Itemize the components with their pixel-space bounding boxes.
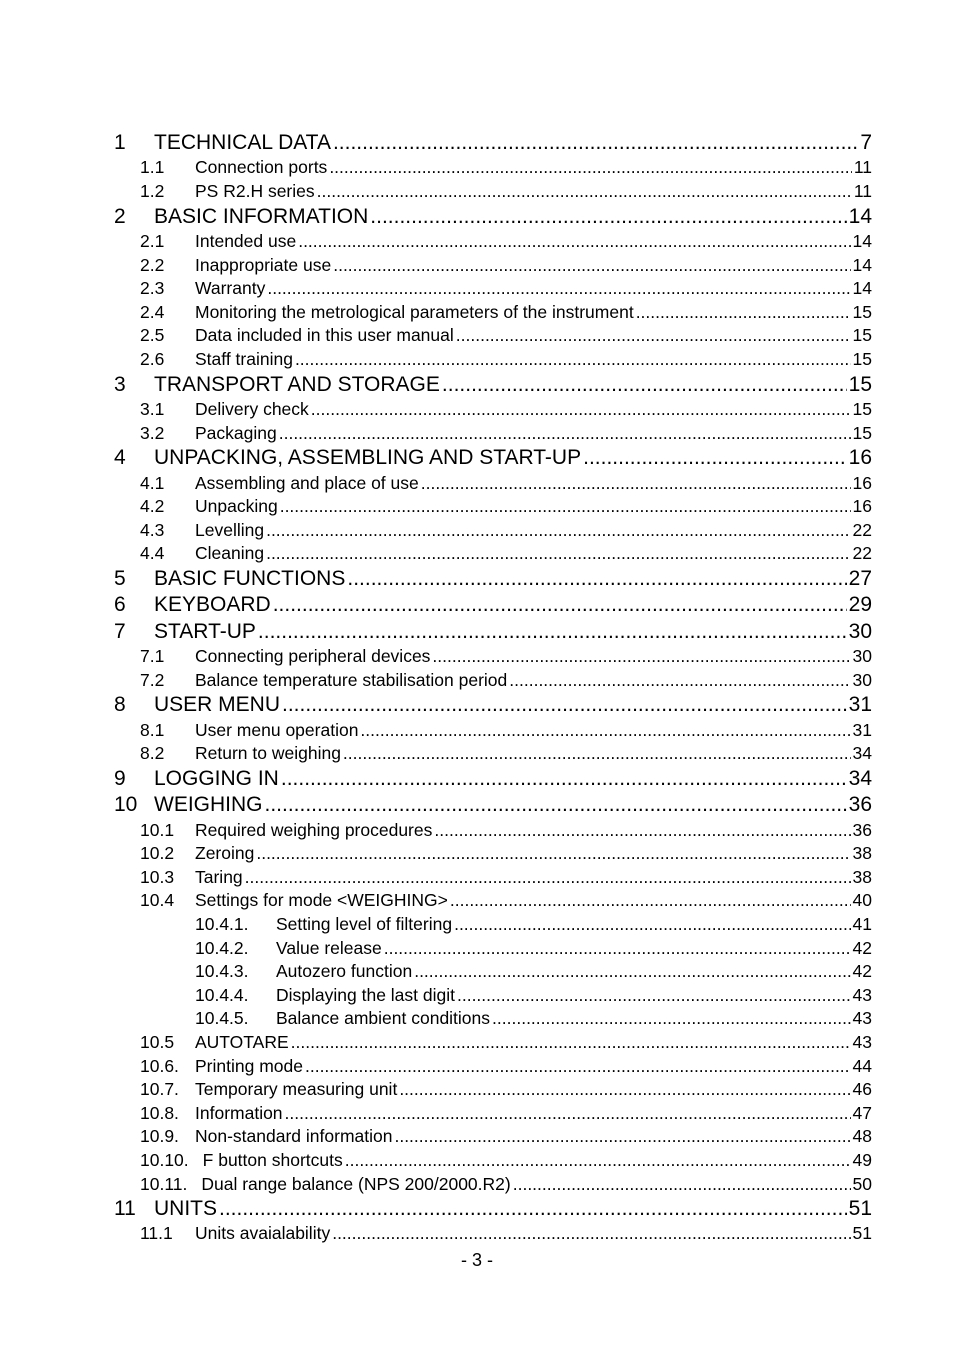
toc-dot-leader <box>305 1055 851 1079</box>
toc-dot-leader <box>279 422 851 446</box>
toc-entry-page-number: 30 <box>852 646 872 667</box>
toc-entry-title: Packaging <box>195 422 277 443</box>
toc-entry-page-number: 11 <box>853 180 872 201</box>
toc-entry[interactable] <box>114 1055 872 1079</box>
toc-entry-page-number: 14 <box>852 230 872 251</box>
toc-dot-leader <box>291 1031 851 1055</box>
toc-dot-leader <box>434 819 850 843</box>
toc-entry-page-number: 14 <box>848 204 872 228</box>
toc-entry[interactable] <box>114 301 872 325</box>
toc-entry[interactable] <box>114 180 872 204</box>
toc-entry-title: Balance ambient conditions <box>276 1008 491 1029</box>
toc-entry-title: Temporary measuring unit <box>195 1079 398 1100</box>
toc-entry-number: 4.2 <box>140 496 165 517</box>
toc-entry-title: BASIC FUNCTIONS <box>154 566 346 590</box>
toc-entry-number: 10.6. <box>140 1055 179 1076</box>
toc-dot-leader <box>492 1007 851 1031</box>
toc-entry-page-number: 7 <box>860 131 872 154</box>
toc-dot-leader <box>298 230 850 254</box>
toc-entry[interactable] <box>114 277 872 301</box>
toc-entry[interactable] <box>114 204 872 230</box>
toc-entry[interactable] <box>114 1102 872 1126</box>
toc-entry-number: 4.1 <box>140 472 165 493</box>
toc-entry-page-number: 15 <box>848 372 872 396</box>
toc-entry-page-number: 15 <box>852 325 872 346</box>
toc-entry-title: BASIC INFORMATION <box>154 204 369 228</box>
toc-entry-title: TECHNICAL DATA <box>154 131 331 154</box>
toc-dot-leader <box>636 301 851 325</box>
toc-entry-number: 4 <box>114 446 126 470</box>
toc-entry-number: 3.1 <box>140 398 165 419</box>
toc-entry-page-number: 16 <box>852 472 872 493</box>
toc-entry-page-number: 36 <box>848 793 872 817</box>
toc-entry-page-number: 14 <box>852 254 872 275</box>
toc-entry[interactable] <box>114 1196 872 1222</box>
toc-entry-page-number: 43 <box>852 1008 872 1029</box>
toc-entry-title: Information <box>195 1102 283 1123</box>
toc-entry-title: START-UP <box>154 619 256 643</box>
toc-entry[interactable] <box>114 1078 872 1102</box>
toc-entry-page-number: 27 <box>848 566 872 590</box>
toc-entry-page-number: 43 <box>852 984 872 1005</box>
toc-entry-title: Assembling and place of use <box>195 472 419 493</box>
toc-entry[interactable] <box>114 742 872 766</box>
toc-entry[interactable] <box>114 348 872 372</box>
toc-entry-page-number: 50 <box>852 1173 872 1194</box>
toc-entry-title: F button shortcuts <box>202 1149 343 1170</box>
toc-entry-page-number: 29 <box>848 593 872 617</box>
toc-entry-page-number: 38 <box>852 843 872 864</box>
toc-entry[interactable] <box>114 495 872 519</box>
toc-entry-page-number: 34 <box>852 743 872 764</box>
toc-entry-page-number: 30 <box>848 619 872 643</box>
toc-entry-title: Cleaning <box>195 543 265 564</box>
toc-entry-title: UNPACKING, ASSEMBLING AND START-UP <box>154 446 582 470</box>
toc-dot-leader <box>399 1078 850 1102</box>
toc-entry-page-number: 30 <box>852 669 872 690</box>
toc-entry-title: Data included in this user manual <box>195 325 454 346</box>
toc-dot-leader <box>457 984 851 1008</box>
toc-entry[interactable] <box>114 819 872 843</box>
toc-entry-page-number: 15 <box>852 422 872 443</box>
toc-entry-number: 8.1 <box>140 719 165 740</box>
toc-entry-title: Autozero function <box>276 961 413 982</box>
toc-entry-number: 9 <box>114 766 126 790</box>
toc-entry[interactable] <box>114 372 872 398</box>
toc-entry-number: 7.1 <box>140 646 165 667</box>
toc-entry[interactable] <box>114 913 872 937</box>
toc-entry[interactable] <box>114 937 872 961</box>
toc-dot-leader <box>280 495 851 519</box>
toc-entry[interactable] <box>114 1173 872 1197</box>
toc-entry-title: Setting level of filtering <box>276 913 453 934</box>
toc-entry-page-number: 42 <box>852 937 872 958</box>
toc-dot-leader <box>245 866 851 890</box>
toc-entry-number: 2.3 <box>140 278 165 299</box>
toc-entry-title: WEIGHING <box>154 793 263 817</box>
toc-entry-number: 10.2 <box>140 843 175 864</box>
toc-dot-leader <box>450 889 851 913</box>
toc-entry-page-number: 41 <box>852 913 872 934</box>
toc-dot-leader <box>343 742 851 766</box>
toc-entry-title: Connecting peripheral devices <box>195 646 431 667</box>
toc-entry-number: 8 <box>114 693 126 717</box>
toc-entry-page-number: 43 <box>852 1031 872 1052</box>
toc-dot-leader <box>421 472 851 496</box>
toc-entry-page-number: 16 <box>852 496 872 517</box>
toc-entry[interactable] <box>114 1031 872 1055</box>
toc-entry-title: Required weighing procedures <box>195 819 433 840</box>
toc-dot-leader <box>266 519 850 543</box>
toc-entry-title: Monitoring the metrological parameters of the instrument <box>195 301 634 322</box>
toc-entry[interactable] <box>114 719 872 743</box>
toc-entry-title: Taring <box>195 866 243 887</box>
toc-entry-title: AUTOTARE <box>195 1031 289 1052</box>
toc-entry-title: Value release <box>276 937 382 958</box>
toc-entry-page-number: 44 <box>852 1055 872 1076</box>
toc-entry-page-number: 22 <box>852 519 872 540</box>
toc-dot-leader <box>295 348 851 372</box>
toc-entry-title: TRANSPORT AND STORAGE <box>154 372 440 396</box>
toc-entry-page-number: 40 <box>852 890 872 911</box>
toc-entry[interactable] <box>114 669 872 693</box>
toc-entry-number: 11 <box>114 1197 136 1221</box>
toc-dot-leader <box>333 254 850 278</box>
toc-entry-number: 1.1 <box>140 157 165 178</box>
toc-dot-leader <box>394 1125 850 1149</box>
toc-entry-number: 2.5 <box>140 325 165 346</box>
toc-dot-leader <box>583 445 847 471</box>
toc-entry-number: 7 <box>114 619 126 643</box>
toc-dot-leader <box>432 645 850 669</box>
toc-entry-page-number: 16 <box>848 446 872 470</box>
toc-entry-page-number: 36 <box>852 819 872 840</box>
toc-entry-title: Unpacking <box>195 496 278 517</box>
toc-entry[interactable] <box>114 960 872 984</box>
toc-entry-page-number: 48 <box>852 1126 872 1147</box>
toc-entry-page-number: 15 <box>852 398 872 419</box>
toc-entry-title: LOGGING IN <box>154 766 279 790</box>
toc-entry[interactable] <box>114 842 872 866</box>
toc-entry[interactable] <box>114 519 872 543</box>
toc-entry-number: 1.2 <box>140 180 165 201</box>
toc-entry[interactable] <box>114 645 872 669</box>
toc-entry-page-number: 42 <box>852 961 872 982</box>
toc-entry-number: 10.4 <box>140 890 175 911</box>
toc-entry-number: 10.4.2. <box>195 937 249 958</box>
toc-entry-title: Delivery check <box>195 398 309 419</box>
toc-dot-leader <box>456 324 851 348</box>
toc-entry-number: 10.4.4. <box>195 984 249 1005</box>
toc-dot-leader <box>442 372 847 398</box>
toc-entry-title: Units avaialability <box>195 1223 331 1244</box>
toc-entry[interactable] <box>114 130 872 156</box>
toc-entry[interactable] <box>114 445 872 471</box>
toc-entry-number: 10.4.3. <box>195 961 249 982</box>
toc-entry-page-number: 22 <box>852 543 872 564</box>
toc-entry-page-number: 47 <box>852 1102 872 1123</box>
toc-entry-page-number: 34 <box>848 766 872 790</box>
toc-entry-title: User menu operation <box>195 719 359 740</box>
toc-entry-title: Dual range balance (NPS 200/2000.R2) <box>201 1173 511 1194</box>
toc-entry-title: Return to weighing <box>195 743 341 764</box>
toc-entry-number: 10.4.5. <box>195 1008 249 1029</box>
toc-entry-title: Intended use <box>195 230 297 251</box>
toc-entry[interactable] <box>114 156 872 180</box>
toc-entry-number: 10.1 <box>140 819 175 840</box>
toc-entry-number: 10.4.1. <box>195 913 249 934</box>
toc-entry[interactable] <box>114 324 872 348</box>
toc-dot-leader <box>345 1149 851 1173</box>
toc-entry-number: 4.4 <box>140 543 165 564</box>
toc-entry-title: Connection ports <box>195 157 328 178</box>
toc-entry[interactable] <box>114 792 872 818</box>
toc-entry-page-number: 46 <box>852 1079 872 1100</box>
toc-entry-title: PS R2.H series <box>195 180 315 201</box>
toc-entry-number: 5 <box>114 566 126 590</box>
toc-entry-number: 10.11. <box>140 1173 188 1194</box>
toc-dot-leader <box>267 277 850 301</box>
toc-dot-leader <box>454 913 850 937</box>
toc-entry[interactable] <box>114 472 872 496</box>
toc-dot-leader <box>219 1196 847 1222</box>
toc-entry[interactable] <box>114 230 872 254</box>
toc-entry-title: Zeroing <box>195 843 255 864</box>
toc-entry[interactable] <box>114 889 872 913</box>
toc-entry-page-number: 38 <box>852 866 872 887</box>
toc-dot-leader <box>333 130 858 156</box>
toc-entry-number: 10.9. <box>140 1126 179 1147</box>
table-of-contents <box>114 130 872 1246</box>
toc-entry-page-number: 11 <box>853 157 872 178</box>
toc-entry-number: 2.4 <box>140 301 165 322</box>
toc-entry[interactable] <box>114 866 872 890</box>
toc-dot-leader <box>332 1222 850 1246</box>
toc-entry[interactable] <box>114 1007 872 1031</box>
toc-entry-page-number: 15 <box>852 348 872 369</box>
toc-dot-leader <box>258 619 847 645</box>
toc-entry[interactable] <box>114 1125 872 1149</box>
toc-entry-number: 7.2 <box>140 669 165 690</box>
toc-entry-number: 11.1 <box>140 1223 173 1244</box>
toc-dot-leader <box>256 842 850 866</box>
toc-entry-number: 10.3 <box>140 866 175 887</box>
toc-entry-title: Non-standard information <box>195 1126 393 1147</box>
toc-dot-leader <box>509 669 850 693</box>
toc-entry-title: Displaying the last digit <box>276 984 455 1005</box>
toc-dot-leader <box>370 204 846 230</box>
toc-entry-page-number: 31 <box>848 693 872 717</box>
toc-entry-number: 8.2 <box>140 743 165 764</box>
toc-entry-title: Settings for mode <WEIGHING> <box>195 890 448 911</box>
toc-entry-page-number: 49 <box>852 1149 872 1170</box>
toc-entry-page-number: 51 <box>848 1197 872 1221</box>
toc-entry-title: Levelling <box>195 519 265 540</box>
toc-entry-title: Printing mode <box>195 1055 303 1076</box>
toc-entry-number: 10.10. <box>140 1149 189 1170</box>
toc-dot-leader <box>329 156 852 180</box>
toc-entry-title: Balance temperature stabilisation period <box>195 669 508 690</box>
toc-entry-number: 10.8. <box>140 1102 179 1123</box>
toc-entry-number: 2.6 <box>140 348 165 369</box>
toc-entry[interactable] <box>114 542 872 566</box>
toc-entry-page-number: 15 <box>852 301 872 322</box>
toc-dot-leader <box>513 1173 851 1197</box>
toc-dot-leader <box>273 592 847 618</box>
toc-entry-page-number: 51 <box>852 1223 872 1244</box>
toc-dot-leader <box>347 566 846 592</box>
toc-dot-leader <box>384 937 851 961</box>
toc-entry-number: 6 <box>114 593 126 617</box>
toc-dot-leader <box>281 766 847 792</box>
toc-entry-number: 3.2 <box>140 422 165 443</box>
toc-entry-number: 10.7. <box>140 1079 179 1100</box>
toc-entry[interactable] <box>114 254 872 278</box>
toc-entry-title: KEYBOARD <box>154 593 271 617</box>
toc-entry[interactable] <box>114 398 872 422</box>
toc-entry[interactable] <box>114 592 872 618</box>
toc-dot-leader <box>317 180 852 204</box>
toc-entry-page-number: 31 <box>852 719 872 740</box>
toc-dot-leader <box>414 960 850 984</box>
toc-entry-title: Inappropriate use <box>195 254 332 275</box>
toc-entry-number: 4.3 <box>140 519 165 540</box>
toc-dot-leader <box>265 792 847 818</box>
toc-entry-number: 1 <box>114 131 126 154</box>
toc-dot-leader <box>282 692 847 718</box>
toc-entry[interactable] <box>114 766 872 792</box>
toc-entry[interactable] <box>114 619 872 645</box>
toc-entry-number: 10 <box>114 793 138 817</box>
toc-entry-title: UNITS <box>154 1197 217 1221</box>
toc-entry-title: Warranty <box>195 278 266 299</box>
toc-entry[interactable] <box>114 692 872 718</box>
toc-entry-page-number: 14 <box>852 278 872 299</box>
toc-dot-leader <box>360 719 850 743</box>
toc-entry[interactable] <box>114 1222 872 1246</box>
toc-entry-number: 10.5 <box>140 1031 175 1052</box>
toc-entry[interactable] <box>114 566 872 592</box>
toc-entry-title: USER MENU <box>154 693 281 717</box>
toc-dot-leader <box>311 398 851 422</box>
page-number-footer: - 3 - <box>460 1250 493 1270</box>
toc-entry[interactable] <box>114 1149 872 1173</box>
toc-entry-number: 2.1 <box>140 230 165 251</box>
toc-entry-number: 2 <box>114 204 126 228</box>
toc-entry-number: 3 <box>114 372 126 396</box>
toc-entry-title: Staff training <box>195 348 293 369</box>
toc-dot-leader <box>285 1102 851 1126</box>
toc-entry-number: 2.2 <box>140 254 165 275</box>
toc-entry[interactable] <box>114 984 872 1008</box>
toc-dot-leader <box>266 542 850 566</box>
toc-entry[interactable] <box>114 422 872 446</box>
